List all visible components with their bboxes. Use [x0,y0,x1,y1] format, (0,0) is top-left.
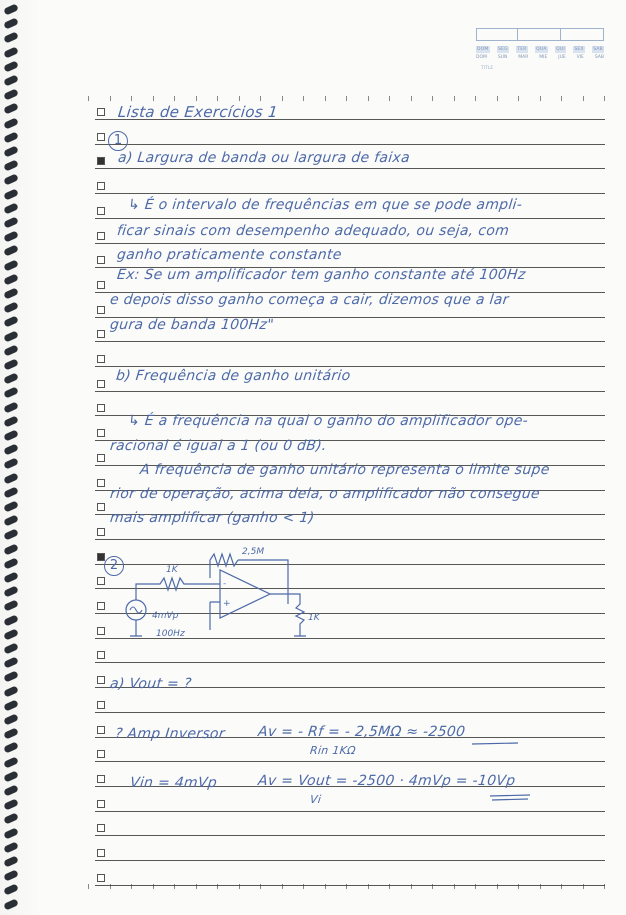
source-frequency: 100Hz [156,629,185,639]
line-checkbox[interactable] [97,454,105,462]
spiral-hole [3,46,19,58]
ruled-line [95,712,605,713]
ruled-line [95,811,605,812]
line-checkbox[interactable] [97,577,105,585]
spiral-hole [3,202,19,214]
feedback-resistor-label: 2,5M [242,547,265,557]
spiral-hole [3,174,19,186]
text-line: Ex: Se um amplificador tem ganho constante até 100Hz [116,267,527,283]
line-checkbox[interactable] [97,849,105,857]
line-checkbox[interactable] [97,157,105,165]
spiral-hole [3,742,19,754]
spiral-hole [3,231,19,243]
weekday: DOM [477,47,489,52]
ruled-line [95,860,605,861]
spiral-hole [3,458,19,470]
line-checkbox[interactable] [97,355,105,363]
line-checkbox[interactable] [97,281,105,289]
ruled-line [95,366,605,367]
line-checkbox[interactable] [97,528,105,536]
text-line: mais amplificar (ganho < 1) [109,510,316,526]
ruler-tick [325,96,326,101]
date-header [476,28,604,76]
spiral-hole [3,18,19,30]
line-checkbox[interactable] [97,256,105,264]
gain-denominator: Rin 1KΩ [309,744,357,757]
line-checkbox[interactable] [97,553,105,561]
spiral-hole [3,444,19,456]
tick-row-top [88,96,604,102]
spiral-hole [3,60,19,72]
line-checkbox[interactable] [97,824,105,832]
ruler-tick [110,96,111,101]
spiral-hole [3,855,19,867]
source-amplitude: 4mVp [152,611,179,621]
spiral-hole [3,74,19,86]
ruler-tick [260,96,261,101]
spiral-hole [3,358,19,370]
noninverting-input-sign: + [223,599,231,609]
weekday: SEX [574,47,584,52]
line-checkbox[interactable] [97,874,105,882]
text-line: ↳ É o intervalo de frequências em que se pode ampli- [127,197,523,213]
ruled-line [95,144,605,145]
spiral-hole [3,685,19,697]
ruled-line [95,341,605,342]
ruler-tick [131,96,132,101]
weekday: MAR [518,55,529,60]
weekday: VIE [576,55,584,60]
ruler-tick [497,96,498,101]
spiral-hole [3,302,19,314]
line-checkbox[interactable] [97,429,105,437]
date-box [476,28,518,41]
text-line: ganho praticamente constante [116,247,343,263]
ruled-line [95,218,605,219]
weekday-row [476,46,604,53]
spiral-hole [3,543,19,555]
date-box [560,28,604,41]
line-checkbox[interactable] [97,479,105,487]
spiral-hole [3,756,19,768]
ruler-tick [368,96,369,101]
gain-formula: Av = - Rf = - 2,5MΩ ≈ -2500 [257,724,467,740]
line-checkbox[interactable] [97,232,105,240]
spiral-hole [3,344,19,356]
line-checkbox[interactable] [97,182,105,190]
line-checkbox[interactable] [97,207,105,215]
underline [492,799,528,800]
spiral-hole [3,131,19,143]
ruler-tick [454,96,455,101]
item-a-heading: a) Largura de banda ou largura de faixa [117,150,411,166]
op-amp-symbol [220,570,270,618]
spiral-hole [3,103,19,115]
weekday: SAB [594,55,604,60]
weekday: SEG [497,47,508,52]
spiral-hole [3,89,19,101]
spiral-hole [3,330,19,342]
ruled-line [95,835,605,836]
text-line: gura de banda 100Hz" [109,317,275,333]
line-checkbox[interactable] [97,676,105,684]
spiral-hole [3,614,19,626]
feedback-resistor [210,554,238,566]
spiral-hole [3,799,19,811]
item-b-heading: b) Frequência de ganho unitário [115,368,352,384]
ruler-tick [196,96,197,101]
spiral-hole [3,529,19,541]
spiral-hole [3,827,19,839]
ruler-tick [217,96,218,101]
spiral-hole [3,600,19,612]
ruler-tick [88,96,89,101]
date-extra: TITLE [481,66,494,71]
spiral-hole [3,770,19,782]
weekday: DOM [476,55,487,60]
spiral-hole [3,387,19,399]
spiral-hole [3,571,19,583]
ruler-tick [604,96,605,101]
ruler-tick [411,96,412,101]
ruled-line [95,193,605,194]
ruler-tick [239,96,240,101]
ruler-tick [174,96,175,101]
ruler-tick [561,96,562,101]
text-line: rior de operação, acima dela, o amplificador não consegue [109,486,541,502]
inverting-input-sign: - [223,579,227,589]
text-line: ↳ É a frequência na qual o ganho do amplificador ope- [127,413,529,429]
spiral-hole [3,160,19,172]
spiral-hole [3,273,19,285]
line-checkbox[interactable] [97,108,105,116]
spiral-hole [3,373,19,385]
text-line: a) Vout = ? [109,676,193,692]
spiral-hole [3,699,19,711]
input-resistor [140,578,220,590]
ruler-tick [303,96,304,101]
spiral-hole [3,628,19,640]
spiral-hole [3,557,19,569]
underline [490,795,530,796]
underline [472,743,518,744]
spiral-hole [3,429,19,441]
spiral-hole [3,784,19,796]
spiral-hole [3,32,19,44]
spiral-hole [3,3,19,15]
ruler-tick [518,96,519,101]
ruler-tick [389,96,390,101]
ground-wire [210,602,220,630]
sine-icon [130,607,142,613]
spiral-hole [3,870,19,882]
feedback-wire [210,560,288,604]
page-title: Lista de Exercícios 1 [117,103,279,121]
ruler-tick [282,96,283,101]
ruled-line [95,662,605,663]
spiral-hole [3,898,19,910]
spiral-hole [3,515,19,527]
text-line: A frequência de ganho unitário representa o limite supe [139,462,551,478]
line-checkbox[interactable] [97,701,105,709]
ruler-tick [583,96,584,101]
weekday: SAB [593,47,603,52]
spiral-binding [0,0,24,915]
spiral-hole [3,884,19,896]
spiral-hole [3,671,19,683]
ruler-tick [432,96,433,101]
ruler-tick [88,884,89,889]
text-line: racional é igual a 1 (ou 0 dB). [109,438,328,454]
spiral-hole [3,188,19,200]
ruler-tick [153,96,154,101]
spiral-hole [3,728,19,740]
ruled-line [95,885,605,886]
ruled-line [95,391,605,392]
spiral-hole [3,486,19,498]
line-checkbox[interactable] [97,627,105,635]
spiral-hole [3,657,19,669]
question-number: 1 [108,131,128,151]
spiral-hole [3,642,19,654]
line-checkbox[interactable] [97,651,105,659]
line-checkbox[interactable] [97,330,105,338]
spiral-hole [3,216,19,228]
spiral-hole [3,841,19,853]
line-checkbox[interactable] [97,800,105,808]
line-checkbox[interactable] [97,306,105,314]
spiral-hole [3,472,19,484]
text-line: ficar sinais com desempenho adequado, ou seja, com [116,223,510,239]
spiral-hole [3,415,19,427]
spiral-hole [3,586,19,598]
weekday: SUN [497,55,508,60]
text-line: Vin = 4mVp [129,775,218,791]
line-checkbox[interactable] [97,750,105,758]
line-checkbox[interactable] [97,380,105,388]
line-checkbox[interactable] [97,404,105,412]
text-line: e depois disso ganho começa a cair, dizemos que a lar [109,292,510,308]
weekday-row-alt [476,55,604,60]
ruler-tick [346,96,347,101]
line-checkbox[interactable] [97,775,105,783]
spiral-hole [3,500,19,512]
date-box [517,28,561,41]
spiral-hole [3,117,19,129]
ruled-line [95,168,605,169]
weekday: JUE [558,55,566,60]
spiral-hole [3,316,19,328]
line-checkbox[interactable] [97,133,105,141]
question-number: 2 [104,556,124,576]
vout-denominator: Vi [309,793,322,806]
spiral-hole [3,245,19,257]
inverting-amplifier-schematic [110,540,330,650]
spiral-hole [3,287,19,299]
spiral-hole [3,259,19,271]
line-checkbox[interactable] [97,503,105,511]
load-resistor-label: 1K [308,613,320,623]
ruled-line [95,243,605,244]
vout-formula: Av = Vout = -2500 · 4mVp = -10Vp [257,773,517,789]
spiral-hole [3,713,19,725]
input-resistor-label: 1K [166,565,178,575]
weekday: TER [517,47,527,52]
weekday: MIE [539,55,548,60]
ruler-tick [540,96,541,101]
line-checkbox[interactable] [97,602,105,610]
spiral-hole [3,401,19,413]
spiral-hole [3,145,19,157]
answer-underlines [470,740,540,810]
text-line: ? Amp Inversor [114,726,226,742]
line-checkbox[interactable] [97,726,105,734]
weekday: QUA [536,47,547,52]
weekday: QUI [556,47,565,52]
spiral-hole [3,813,19,825]
ruler-tick [475,96,476,101]
